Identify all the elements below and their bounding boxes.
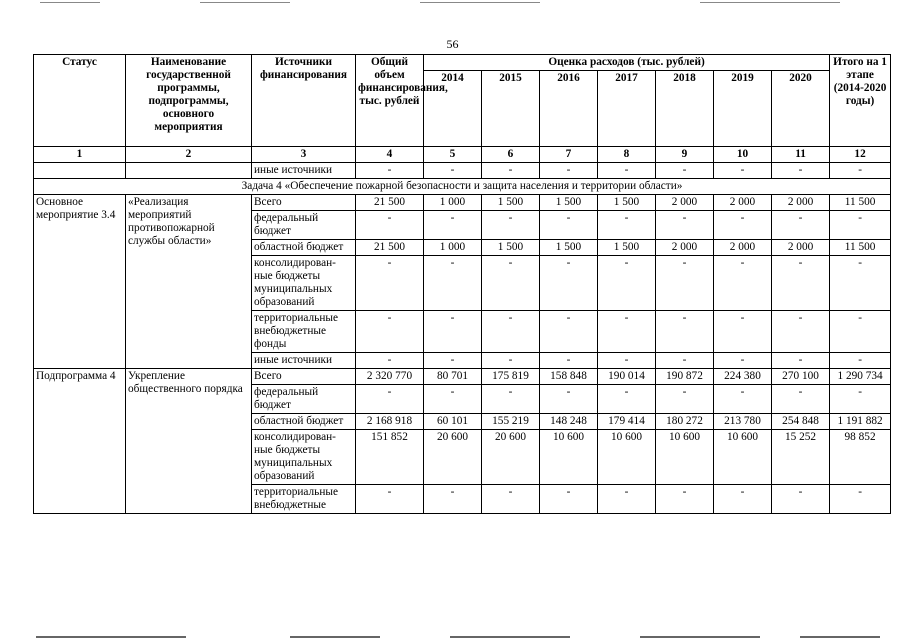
value-cell: 2 000 <box>656 195 714 211</box>
value-cell: 20 600 <box>424 430 482 485</box>
value-cell: - <box>482 311 540 353</box>
value-cell: 151 852 <box>356 430 424 485</box>
source-cell: иные источники <box>252 163 356 179</box>
status-cell: Основное мероприятие 3.4 <box>34 195 126 369</box>
scan-rule-bottom <box>36 636 186 638</box>
value-cell: - <box>656 163 714 179</box>
source-cell: областной бюджет <box>252 240 356 256</box>
value-cell: - <box>656 353 714 369</box>
value-cell: - <box>424 353 482 369</box>
value-cell: - <box>482 256 540 311</box>
value-cell: 2 000 <box>772 240 830 256</box>
value-cell: 148 248 <box>540 414 598 430</box>
value-cell: 1 500 <box>540 195 598 211</box>
value-cell: - <box>598 163 656 179</box>
value-cell: - <box>424 163 482 179</box>
value-cell: - <box>598 211 656 240</box>
column-number: 6 <box>482 147 540 163</box>
value-cell: - <box>424 385 482 414</box>
value-cell: 270 100 <box>772 369 830 385</box>
source-cell: федеральный бюджет <box>252 211 356 240</box>
value-cell: - <box>772 311 830 353</box>
header-name: Наименование государственной программы, подпрограммы, основного мероприятия <box>126 55 252 147</box>
column-number: 7 <box>540 147 598 163</box>
task-title: Задача 4 «Обеспечение пожарной безопасности и защита населения и территории области» <box>34 179 891 195</box>
source-cell: консолидирован-ные бюджеты муниципальных образований <box>252 256 356 311</box>
value-cell: - <box>598 353 656 369</box>
value-cell: 10 600 <box>656 430 714 485</box>
header-year: 2017 <box>598 71 656 147</box>
value-cell: - <box>830 211 891 240</box>
value-cell: - <box>830 163 891 179</box>
value-cell: 180 272 <box>656 414 714 430</box>
value-cell: - <box>830 385 891 414</box>
value-cell: - <box>540 311 598 353</box>
value-cell: - <box>424 211 482 240</box>
value-cell: - <box>482 211 540 240</box>
scan-rule-top <box>200 2 290 3</box>
value-cell: 254 848 <box>772 414 830 430</box>
expenditure-table <box>33 54 891 514</box>
value-cell: - <box>482 353 540 369</box>
column-number: 9 <box>656 147 714 163</box>
header-year: 2019 <box>714 71 772 147</box>
value-cell: - <box>772 385 830 414</box>
scan-rule-top <box>40 2 100 3</box>
value-cell: - <box>714 311 772 353</box>
value-cell: 2 000 <box>714 240 772 256</box>
value-cell: - <box>482 163 540 179</box>
value-cell: - <box>540 163 598 179</box>
header-year: 2014 <box>424 71 482 147</box>
source-cell: областной бюджет <box>252 414 356 430</box>
value-cell: 224 380 <box>714 369 772 385</box>
program-name-cell: «Реализация мероприятий противопожарной службы области» <box>126 195 252 369</box>
value-cell: 213 780 <box>714 414 772 430</box>
value-cell: - <box>424 256 482 311</box>
value-cell: - <box>598 256 656 311</box>
source-cell: Всего <box>252 369 356 385</box>
column-number: 1 <box>34 147 126 163</box>
value-cell: - <box>714 353 772 369</box>
column-number: 10 <box>714 147 772 163</box>
value-cell: - <box>656 311 714 353</box>
value-cell: 1 500 <box>482 240 540 256</box>
value-cell: - <box>356 311 424 353</box>
value-cell: - <box>830 353 891 369</box>
column-number: 5 <box>424 147 482 163</box>
scan-rule-bottom <box>450 636 570 638</box>
value-cell: - <box>356 256 424 311</box>
value-cell: 98 852 <box>830 430 891 485</box>
value-cell: - <box>540 385 598 414</box>
value-cell: 11 500 <box>830 240 891 256</box>
value-cell: - <box>656 211 714 240</box>
value-cell: - <box>714 485 772 514</box>
source-cell: территориальные внебюджетные фонды <box>252 311 356 353</box>
value-cell: 21 500 <box>356 240 424 256</box>
value-cell: 190 014 <box>598 369 656 385</box>
value-cell: - <box>714 385 772 414</box>
value-cell: 2 168 918 <box>356 414 424 430</box>
source-cell: территориальные внебюджетные <box>252 485 356 514</box>
value-cell: - <box>540 353 598 369</box>
value-cell: - <box>714 163 772 179</box>
value-cell: - <box>830 485 891 514</box>
value-cell: - <box>356 485 424 514</box>
value-cell: - <box>598 311 656 353</box>
value-cell: 1 500 <box>598 240 656 256</box>
header-stage-total: Итого на 1 этапе (2014-2020 годы) <box>830 55 891 147</box>
value-cell: - <box>540 211 598 240</box>
value-cell: - <box>356 211 424 240</box>
header-year: 2016 <box>540 71 598 147</box>
column-number: 12 <box>830 147 891 163</box>
value-cell: 1 500 <box>598 195 656 211</box>
task-row <box>34 179 891 195</box>
value-cell: - <box>830 256 891 311</box>
header-sources: Источники финансирования <box>252 55 356 147</box>
status-cell: Подпрограмма 4 <box>34 369 126 514</box>
header-year: 2020 <box>772 71 830 147</box>
column-number: 8 <box>598 147 656 163</box>
value-cell: - <box>482 385 540 414</box>
value-cell: 190 872 <box>656 369 714 385</box>
value-cell: - <box>424 311 482 353</box>
value-cell: - <box>656 256 714 311</box>
value-cell: - <box>772 163 830 179</box>
table-row <box>34 195 891 211</box>
value-cell: - <box>540 256 598 311</box>
value-cell: - <box>714 256 772 311</box>
scan-rule-bottom <box>290 636 380 638</box>
header-year: 2015 <box>482 71 540 147</box>
value-cell: 10 600 <box>540 430 598 485</box>
value-cell: 11 500 <box>830 195 891 211</box>
value-cell: - <box>714 211 772 240</box>
value-cell: 1 290 734 <box>830 369 891 385</box>
value-cell: - <box>772 211 830 240</box>
page-number: 56 <box>446 37 459 51</box>
value-cell: 15 252 <box>772 430 830 485</box>
scan-rule-bottom <box>640 636 760 638</box>
value-cell: 1 000 <box>424 240 482 256</box>
value-cell: 10 600 <box>714 430 772 485</box>
value-cell: 2 000 <box>656 240 714 256</box>
value-cell: 60 101 <box>424 414 482 430</box>
scan-rule-bottom <box>800 636 880 638</box>
value-cell: - <box>356 353 424 369</box>
value-cell: - <box>830 311 891 353</box>
scan-rule-top <box>420 2 540 3</box>
table-row <box>34 163 891 179</box>
value-cell: 2 320 770 <box>356 369 424 385</box>
value-cell: 2 000 <box>772 195 830 211</box>
value-cell: - <box>482 485 540 514</box>
source-cell: Всего <box>252 195 356 211</box>
value-cell: - <box>540 485 598 514</box>
program-name-cell: Укрепление общественного порядка <box>126 369 252 514</box>
table-row <box>34 369 891 385</box>
value-cell: - <box>424 485 482 514</box>
value-cell: 1 000 <box>424 195 482 211</box>
value-cell: - <box>772 256 830 311</box>
value-cell: 10 600 <box>598 430 656 485</box>
value-cell: - <box>656 485 714 514</box>
column-number: 11 <box>772 147 830 163</box>
column-number: 2 <box>126 147 252 163</box>
source-cell: консолидирован-ные бюджеты муниципальных образований <box>252 430 356 485</box>
value-cell: 179 414 <box>598 414 656 430</box>
source-cell: иные источники <box>252 353 356 369</box>
source-cell: федеральный бюджет <box>252 385 356 414</box>
header-total: Общий объем финансирования, тыс. рублей <box>356 55 424 147</box>
value-cell: - <box>656 385 714 414</box>
value-cell: 175 819 <box>482 369 540 385</box>
column-number: 3 <box>252 147 356 163</box>
scan-rule-top <box>700 2 840 3</box>
value-cell: 155 219 <box>482 414 540 430</box>
value-cell: - <box>356 163 424 179</box>
value-cell: 21 500 <box>356 195 424 211</box>
value-cell: 2 000 <box>714 195 772 211</box>
header-estimate: Оценка расходов (тыс. рублей) <box>424 55 830 71</box>
value-cell: - <box>772 485 830 514</box>
value-cell: 80 701 <box>424 369 482 385</box>
value-cell: 1 191 882 <box>830 414 891 430</box>
value-cell: 158 848 <box>540 369 598 385</box>
column-number: 4 <box>356 147 424 163</box>
header-year: 2018 <box>656 71 714 147</box>
value-cell: 20 600 <box>482 430 540 485</box>
value-cell: - <box>356 385 424 414</box>
value-cell: - <box>772 353 830 369</box>
value-cell: 1 500 <box>482 195 540 211</box>
value-cell: - <box>598 485 656 514</box>
header-status: Статус <box>34 55 126 147</box>
value-cell: 1 500 <box>540 240 598 256</box>
value-cell: - <box>598 385 656 414</box>
